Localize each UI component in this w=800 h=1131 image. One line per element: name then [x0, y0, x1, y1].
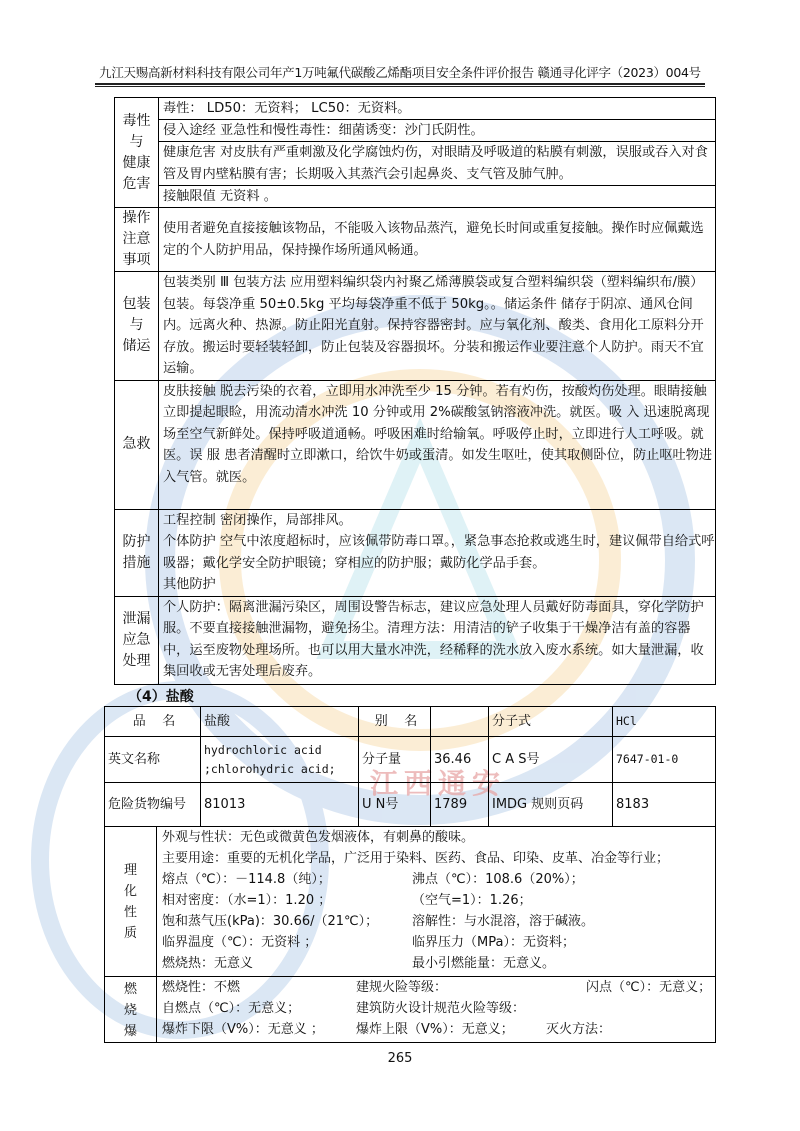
category-packaging: 包装 与 储运	[115, 272, 159, 381]
category-fire: 燃 烧 爆	[105, 977, 157, 1043]
section-title: （4）盐酸	[128, 689, 194, 705]
header-rule-thin	[95, 86, 705, 87]
use-line: 主要用途：重要的无机化学品，广泛用于染料、医药、食品、印染、皮革、冶金等行业；	[162, 851, 670, 866]
english-name-label: 英文名称	[105, 737, 201, 783]
category-toxicity: 毒性 与 健康 危害	[115, 98, 159, 208]
toxicity-line: 毒性： LD50：无资料； LC50：无资料。	[159, 98, 715, 120]
cas-value: 7647-01-0	[613, 737, 716, 783]
extinguishing-method: 灭火方法：	[546, 1022, 612, 1037]
imdg-label: IMDG 规则页码	[489, 783, 613, 827]
dg-number-label: 危险货物编号	[105, 783, 201, 827]
hcl-props-table	[104, 826, 716, 1043]
flammability: 燃烧性：不燃	[162, 980, 241, 995]
english-name-value: hydrochloric acid ;chlorohydric acid;	[201, 737, 359, 783]
hcl-id-table	[104, 706, 716, 827]
upper-explosion-limit: 爆炸上限（V%）：无意义；	[356, 1022, 514, 1037]
heat-of-combustion: 燃烧热：无意义	[162, 956, 254, 971]
prev-substance-table	[114, 97, 716, 685]
solubility: 溶解性：与水混溶，溶于碱液。	[412, 914, 595, 929]
min-ignition-energy: 最小引燃能量：无意义。	[412, 956, 556, 971]
imdg-value: 8183	[613, 783, 716, 827]
page-number: 265	[387, 1051, 413, 1066]
header-rule	[95, 83, 705, 85]
mw-value: 36.46	[431, 737, 489, 783]
alias-label: 别 名	[359, 707, 431, 737]
handling-text: 使用者避免直接接触该物品，不能吸入该物品蒸汽，避免长时间或重复接触。操作时应佩戴选定的个人防护用品，保持操作场所通风畅通。	[159, 208, 716, 272]
table-row	[105, 707, 716, 737]
protection-line: 其他防护	[163, 577, 216, 592]
category-first-aid: 急救	[115, 380, 159, 509]
name-label: 品 名	[105, 707, 201, 737]
table-row	[115, 509, 716, 596]
boiling-point: 沸点（℃）：108.6（20%）；	[412, 872, 584, 887]
building-fire-class: 建筑防火设计规范火险等级：	[356, 1001, 526, 1016]
table-row	[115, 208, 716, 272]
density-water: 相对密度：（水=1）：1.20 ；	[162, 893, 332, 908]
dg-number-value: 81013	[201, 783, 359, 827]
table-row	[115, 98, 716, 208]
critical-pressure: 临界压力（MPa）：无资料；	[412, 935, 575, 950]
packaging-text: 包装类别 Ⅲ 包装方法 应用塑料编织袋内衬聚乙烯薄膜袋或复合塑料编织袋（塑料编织布/膜）包装。每袋净重 50±0.5kg 平均每袋净重不低于 50kg。。储运条件 储存于阴凉、通风仓间内。远离火种、热源。防止阳光直射。保持容器密封。应与氧化剂、酸类、食用化工原料分开存放。搬运时要轻装轻卸，防止包装及容器损坏。分装和搬运作业要注意个人防护。雨天不宜运输。	[159, 272, 716, 381]
category-protection: 防护 措施	[115, 509, 159, 596]
document-header: 九江天赐高新材料科技有限公司年产1万吨氟代碳酸乙烯酯项目安全条件评价报告 赣通寻化评字（2023）004号	[99, 65, 701, 80]
formula-label: 分子式	[489, 707, 613, 737]
appearance-line: 外观与性状：无色或微黄色发烟液体，有刺鼻的酸味。	[162, 830, 475, 845]
regulation-fire-class: 建规火险等级：	[356, 980, 448, 995]
formula-value: HCl	[613, 707, 716, 737]
category-physchem: 理 化 性 质	[105, 827, 157, 977]
melting-point: 熔点（℃）：－114.8（纯）；	[162, 872, 331, 887]
category-handling: 操作 注意 事项	[115, 208, 159, 272]
spill-text: 个人防护：隔离泄漏污染区，周围设警告标志，建议应急处理人员戴好防毒面具，穿化学防护服。不要直接接触泄漏物，避免扬尘。清理方法：用清洁的铲子收集于干燥净洁有盖的容器中，运至废物处理场所。也可以用大量水冲洗，经稀释的洗水放入废水系统。如大量泄漏，收集回收或无害处理后废弃。	[159, 596, 716, 684]
mw-label: 分子量	[359, 737, 431, 783]
protection-line: 工程控制 密闭操作，局部排风。	[163, 512, 352, 528]
vapor-pressure: 饱和蒸气压(kPa)：30.66/（21℃）；	[162, 914, 379, 929]
exposure-limit-line: 接触限值 无资料 。	[163, 189, 277, 204]
table-row	[105, 737, 716, 783]
watermark-text: 江西通安	[370, 767, 507, 800]
table-row	[115, 380, 716, 509]
table-row	[115, 272, 716, 381]
cas-label: C A S号	[489, 737, 613, 783]
alias-value	[431, 707, 489, 737]
density-air: （空气=1）：1.26；	[412, 893, 532, 908]
route-line: 侵入途经 亚急性和慢性毒性：细菌诱变：沙门氏阴性。	[159, 120, 715, 142]
table-row	[105, 977, 716, 1043]
table-row	[105, 783, 716, 827]
protection-line: 个体防护 空气中浓度超标时，应该佩带防毒口罩。，紧急事态抢救或逃生时，建议佩带自给式呼吸器；戴化学安全防护眼镜；穿相应的防护服；戴防化学品手套。	[163, 534, 715, 571]
lower-explosion-limit: 爆炸下限（V%）：无意义 ；	[162, 1022, 324, 1037]
first-aid-text: 皮肤接触 脱去污染的衣着，立即用水冲洗至少 15 分钟。若有灼伤，按酸灼伤处理。眼睛接触 立即提起眼睑，用流动清水冲洗 10 分钟或用 2%碳酸氢钠溶液冲洗。就医。吸 入 迅速脱离现场至空气新鲜处。保持呼吸道通畅。呼吸困难时给输氧。呼吸停止时，立即进行人工呼吸。就医。误 服 患者清醒时立即漱口，给饮牛奶或蛋清。如发生呕吐，使其取侧卧位，防止呕吐物进入气管。就医。	[159, 380, 716, 509]
flash-point: 闪点（℃）：无意义；	[586, 980, 712, 995]
category-spill: 泄漏 应急 处理	[115, 596, 159, 684]
un-label: U N号	[359, 783, 431, 827]
name-value: 盐酸	[201, 707, 359, 737]
autoignition-point: 自燃点（℃）：无意义；	[162, 1001, 301, 1016]
table-row	[105, 827, 716, 977]
un-value: 1789	[431, 783, 489, 827]
table-row	[115, 596, 716, 684]
health-hazard-line: 健康危害 对皮肤有严重刺激及化学腐蚀灼伤，对眼睛及呼吸道的粘膜有刺激，误服或吞入对食管及胃内壁粘膜有害；长期吸入其蒸汽会引起鼻炎、支气管及肺气肿。	[159, 142, 715, 186]
critical-temperature: 临界温度（℃）：无资料 ；	[162, 935, 318, 950]
